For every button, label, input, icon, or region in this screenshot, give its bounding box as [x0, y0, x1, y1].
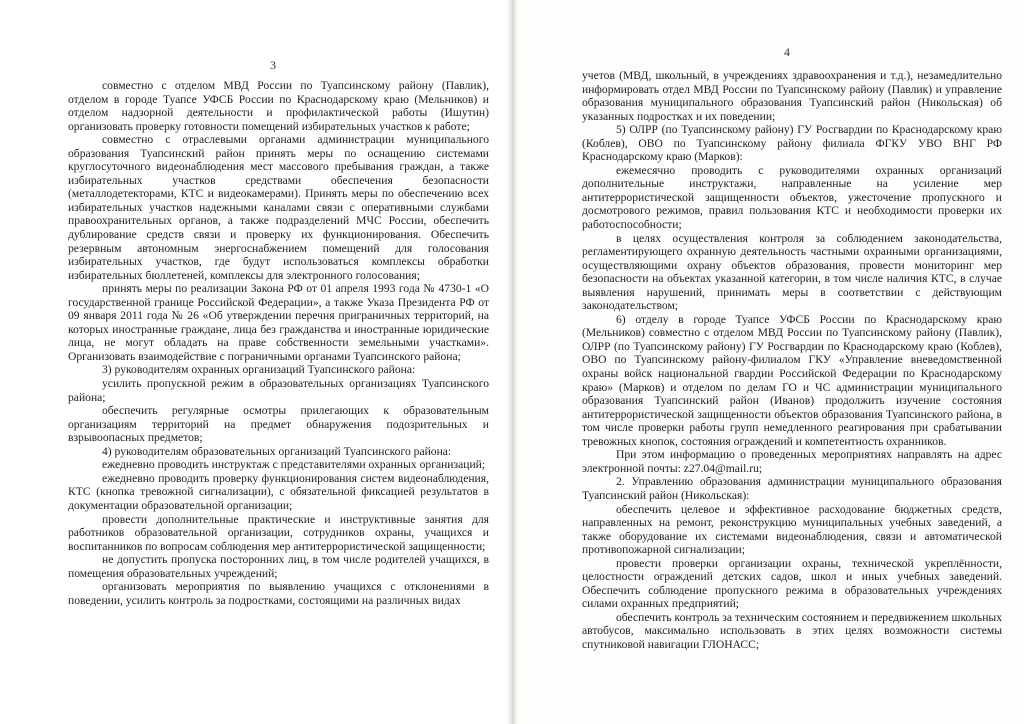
paragraph: 4) руководителям образовательных организаций Туапсинского района:: [102, 444, 452, 458]
paragraph: При этом информацию о проведенных мероприятиях направлять на адрес электронной почты: z27.04@mail.ru;: [582, 448, 1002, 475]
paragraph: совместно с отделом МВД России по Туапсинскому району (Павлик), отделом в городе Туапсе УФСБ России по Краснодарскому краю (Мельников) и отделом надзорной деятельности и профилактической работы (Ишутин) организовать проверку готовности помещений избирательных участков к работе;: [68, 79, 489, 133]
paragraph: принять меры по реализации Закона РФ от 01 апреля 1993 года № 4730-1 «О государственной границе Российской Федерации», а также Указа Президента РФ от 09 января 2011 года № 26 «Об утверждении перечня приграничных территорий, на которых иностранные граждане, лица без гражданства и иностранные юридические лица, не могут обладать на праве собственности земельными участками». Организовать взаимодействие с пограничными органами Туапсинского района;: [68, 282, 489, 363]
paragraph: в целях осуществления контроля за соблюдением законодательства, регламентирующего охранную деятельность частными охранными организациями, осуществляющими охрану объектов образования, провести мониторинг мер безопасности на объектах указанной категории, в том числе наличия КТС, в случае выявления нарушений, принимать меры в соответствии с действующим законодательством;: [582, 231, 1002, 313]
paragraph: 2. Управлению образования администрации муниципального образования Туапсинский район (Никольская):: [582, 475, 1002, 502]
paragraph: обеспечить целевое и эффективное расходование бюджетных средств, направленных на ремонт, реконструкцию муниципальных учебных заведений, а также оборудование их системами видеонаблюдения, связи и автоматической противопожарной сигнализации;: [582, 502, 1002, 557]
paragraph-continuation: учетов (МВД, школьный, в учреждениях здравоохранения и т.д.), незамедлительно информировать отдел МВД России по Туапсинскому району (Павлик) и управление образования муниципального образования Туапсинский район (Никольская) об указанных подростках и их поведении;: [582, 69, 1002, 123]
paragraph: усилить пропускной режим в образовательных организациях Туапсинского района;: [68, 377, 489, 404]
paragraph: ежедневно проводить проверку функционирования систем видеонаблюдения, КТС (кнопка тревожной сигнализации), с обязательной фиксацией результатов в документации образовательной организации;: [68, 471, 489, 512]
paragraph: организовать мероприятия по выявлению учащихся с отклонениями в поведении, усилить контроль за подростками, состоящими на различных видах: [68, 580, 489, 607]
paragraph: провести дополнительные практические и инструктивные занятия для работников образовательной организации, сотрудников охраны, учащихся и воспитанников по вопросам соблюдения мер антитеррористической защищенности;: [68, 512, 489, 553]
paragraph: ежемесячно проводить с руководителями охранных организаций дополнительные инструктажи, направленные на усиление мер антитеррористической защищенности объектов, ужесточение пропускного и досмотрового режимов, правил пользования КТС и необходимости проверки их работоспособности;: [582, 163, 1002, 232]
paragraph: обеспечить регулярные осмотры прилегающих к образовательным организациям территорий на предмет обнаружения подозрительных и взрывоопасных предметов;: [68, 404, 489, 445]
right-page: [512, 0, 1024, 724]
page-fold: [507, 0, 517, 724]
paragraph: 5) ОЛРР (по Туапсинскому району) ГУ Росгвардии по Краснодарскому краю (Коблев), ОВО по Туапсинскому району филиала ФГКУ УВО ВНГ РФ Краснодарскому краю (Марков):: [582, 123, 1002, 164]
page-body: [582, 69, 1002, 652]
paragraph: 6) отделу в городе Туапсе УФСБ России по Краснодарскому краю (Мельников) совместно с отделом МВД России по Туапсинскому району (Павлик), ОЛРР (по Туапсинскому району) ГУ Росгвардии по Краснодарскому краю (Коблев), ОВО по Туапсинскому району-филиалом ГКУ «Управление вневедомственной охраны войск национальной гвардии Российской Федерации по Краснодарскому краю» (Марков) и отделом по делам ГО и ЧС администрации муниципального образования Туапсинский район (Иванов) продолжить изучение состояния антитеррористической защищенности объектов образования Туапсинского района, в том числе проверки работы групп немедленного реагирования при срабатывании тревожных кнопок, состояния ограждений и компетентность охранников.: [582, 312, 1002, 448]
paragraph: обеспечить контроль за техническим состоянием и передвижением школьных автобусов, максимально использовать в этих целях возможности системы спутниковой навигации ГЛОНАСС;: [582, 610, 1002, 651]
paragraph: 3) руководителям охранных организаций Туапсинского района:: [102, 363, 416, 377]
paragraph: провести проверки организации охраны, технической укреплённости, целостности ограждений детских садов, школ и иных учебных заведений. Обеспечить соблюдение пропускного режима в образовательных учреждениях силами охранных предприятий;: [582, 556, 1002, 611]
page-body: [68, 79, 489, 607]
page-number: 3: [270, 58, 276, 72]
page-number: 4: [784, 45, 790, 59]
paragraph: не допустить пропуска посторонних лиц, в том числе родителей учащихся, в помещения образовательных учреждений;: [68, 553, 489, 580]
paragraph: ежедневно проводить инструктаж с представителями охранных организаций;: [102, 458, 486, 472]
paragraph: совместно с отраслевыми органами администрации муниципального образования Туапсинский район принять меры по оснащению системами круглосуточного видеонаблюдения мест массового пребывания граждан, а также избирательных участков средствами обеспечения безопасности (металлодетекторами, КТС и видеокамерами). Принять меры по обеспечению всех избирательных участков надежными каналами связи с оперативными службами правоохранительных органов, а также подразделений МЧС России, обеспечить дублирование средств связи и проверку их функционирования. Обеспечить резервным автономным энергоснабжением помещений для голосования избирательных участков, где будут использоваться комплексы обработки избирательных бюллетеней, комплексы для электронного голосования;: [68, 133, 489, 282]
